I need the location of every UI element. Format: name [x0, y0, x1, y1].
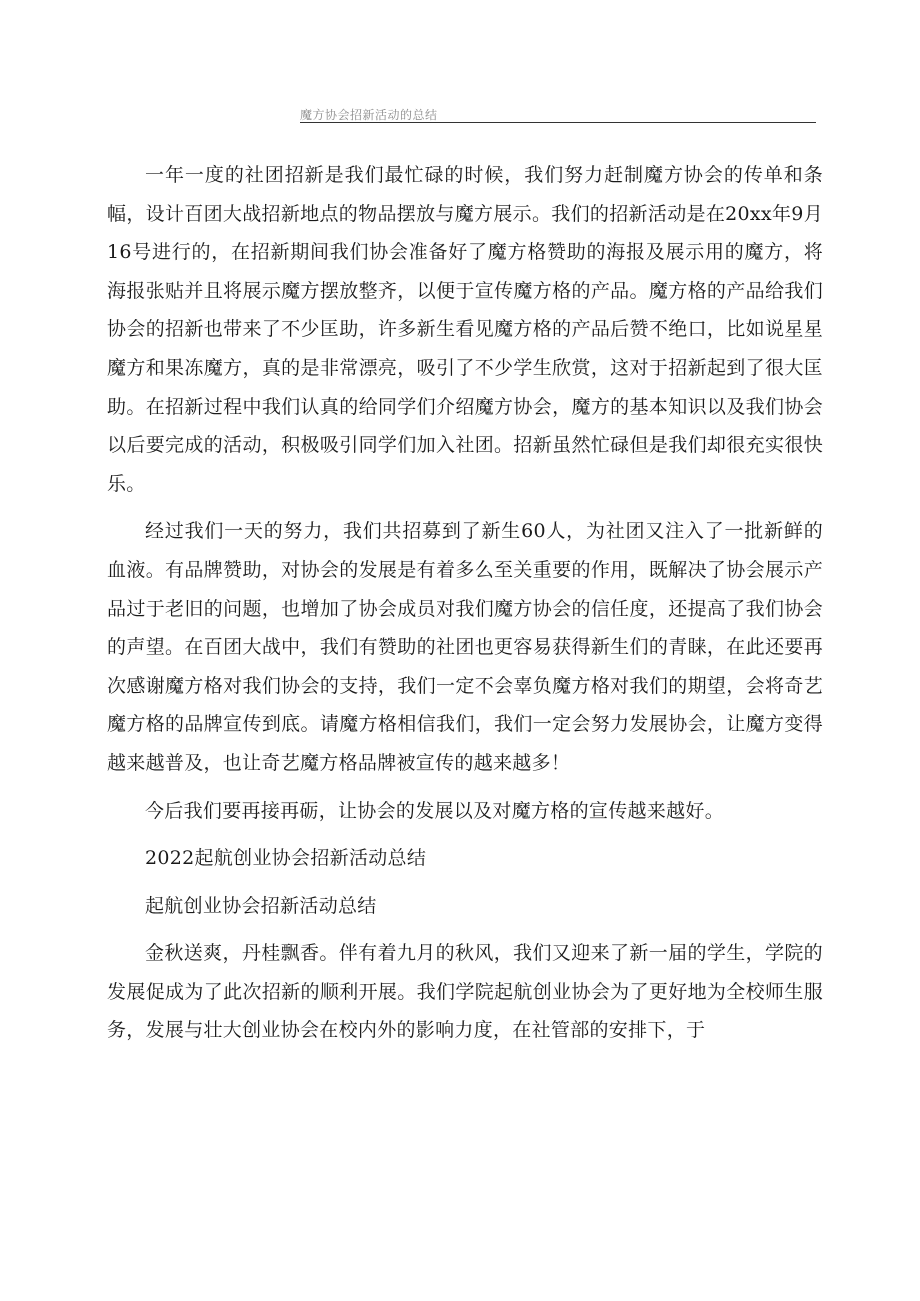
section-subheading: 起航创业协会招新活动总结	[145, 894, 377, 917]
header-title: 魔方协会招新活动的总结	[300, 108, 438, 122]
paragraph-future-plans: 今后我们要再接再砺，让协会的发展以及对魔方格的宣传越来越好。	[145, 799, 725, 822]
paragraph-recruitment-results: 经过我们一天的努力，我们共招募到了新生60人，为社团又注入了一批新鲜的血液。有品牌赞助，对协会的发展是有着多么至关重要的作用，既解决了协会展示产品过于老旧的问题，也增加了协会成员对我们魔方协会的信任度，还提高了我们协会的声望。在百团大战中，我们有赞助的社团也更容易获得新生们的青睐，在此还要再次感谢魔方格对我们协会的支持，我们一定不会辜负魔方格对我们的期望，会将奇艺魔方格的品牌宣传到底。请魔方格相信我们，我们一定会努力发展协会，让魔方变得越来越普及，也让奇艺魔方格品牌被宣传的越来越多！	[107, 520, 823, 774]
paragraph-recruitment-intro: 一年一度的社团招新是我们最忙碌的时候，我们努力赶制魔方协会的传单和条幅，设计百团大战招新地点的物品摆放与魔方展示。我们的招新活动是在20xx年9月16号进行的，在招新期间我们协会准备好了魔方格赞助的海报及展示用的魔方，将海报张贴并且将展示魔方摆放整齐，以便于宣传魔方格的产品。魔方格的产品给我们协会的招新也带来了不少匡助，许多新生看见魔方格的产品后赞不绝口，比如说星星魔方和果冻魔方，真的是非常漂亮，吸引了不少学生欣赏，这对于招新起到了很大匡助。在招新过程中我们认真的给同学们介绍魔方协会，魔方的基本知识以及我们协会以后要完成的活动，积极吸引同学们加入社团。招新虽然忙碌但是我们却很充实很快乐。	[107, 164, 823, 495]
section-heading-2022: 2022起航创业协会招新活动总结	[145, 847, 427, 870]
document-body	[107, 156, 823, 1050]
page-header	[300, 104, 816, 123]
paragraph-autumn-intro: 金秋送爽，丹桂飘香。伴有着九月的秋风，我们又迎来了新一届的学生，学院的发展促成为了此次招新的顺利开展。我们学院起航创业协会为了更好地为全校师生服务，发展与壮大创业协会在校内外的影响力度，在社管部的安排下，于	[107, 942, 823, 1042]
